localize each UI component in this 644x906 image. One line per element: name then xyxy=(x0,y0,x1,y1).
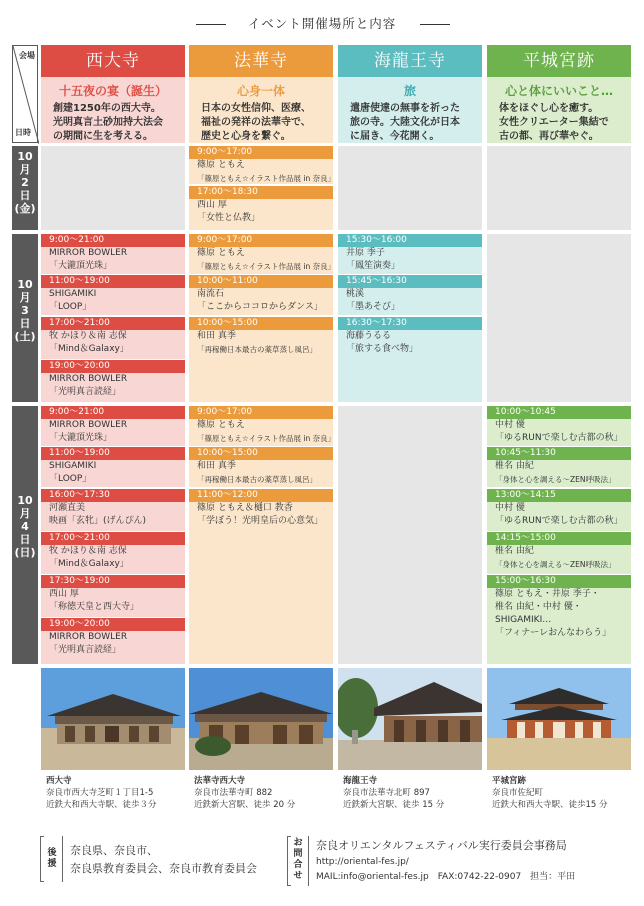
slot-performer: 西山 厚 xyxy=(197,200,227,210)
slot-performer: 西山 厚 xyxy=(49,589,79,599)
slot-day2-hokkeji-2 xyxy=(189,275,333,315)
slot-time: 10:00～15:00 xyxy=(189,447,333,460)
slot-day3-hokkeji-3 xyxy=(189,489,333,664)
location-info-saidaiji xyxy=(46,775,186,811)
slot-performer: 南流石 xyxy=(197,289,225,299)
slot-day3-hokkeji-2 xyxy=(189,447,333,487)
slot-day3-heijokyu-4 xyxy=(487,532,631,574)
slot-day2-hokkeji-3 xyxy=(189,317,333,402)
slot-performer: 篠原 ともえ xyxy=(197,160,245,170)
slot-day2-saidaiji-4 xyxy=(41,360,185,402)
slot-time: 11:00～12:00 xyxy=(189,489,333,502)
location-address: 奈良市法華寺町 882 xyxy=(194,788,273,798)
photo-hokkeji xyxy=(189,668,333,770)
slot-program: 「学ぼう！光明皇后の心意気」 xyxy=(197,516,324,526)
slot-time: 9:00～17:00 xyxy=(189,146,333,159)
location-info-heijokyu xyxy=(492,775,632,811)
slot-program: 「LOOP」 xyxy=(49,474,92,484)
slot-day2-kairyuoji-2 xyxy=(338,275,482,315)
support-bracket xyxy=(40,836,41,882)
corner-date-label: 日時 xyxy=(15,128,31,137)
slot-time: 16:30～17:30 xyxy=(338,317,482,330)
slot-program: 「篠原ともえ☆イラスト作品展 in 奈良」 xyxy=(197,262,336,271)
location-info-hokkeji xyxy=(194,775,334,811)
venue-theme: 十五夜の宴（誕生） xyxy=(58,84,167,98)
support-text: 奈良県、奈良市、 奈良県教育委員会、奈良市教育委員会 xyxy=(70,844,257,875)
slot-performer: 河瀬直美 xyxy=(49,503,86,513)
support-label: 後 援 xyxy=(47,848,57,869)
photo-kairyuoji xyxy=(338,668,482,770)
slot-program: 「女性と仏教」 xyxy=(197,213,261,223)
empty-slot-day1-saidaiji xyxy=(41,146,185,230)
slot-day3-heijokyu-1 xyxy=(487,406,631,446)
venue-intro-hokkeji xyxy=(189,77,333,143)
slot-day3-saidaiji-6 xyxy=(41,618,185,664)
slot-time: 17:00～21:00 xyxy=(41,532,185,545)
slot-time: 15:45～16:30 xyxy=(338,275,482,288)
slot-performer: 椎名 由紀 xyxy=(495,546,534,556)
location-info-kairyuoji xyxy=(343,775,483,811)
empty-slot-day2-heijokyu xyxy=(487,234,631,402)
slot-day2-saidaiji-3 xyxy=(41,317,185,359)
slot-time: 17:30～19:00 xyxy=(41,575,185,588)
location-access: 近鉄新大宮駅、徒歩 20 分 xyxy=(194,800,296,810)
day-label-oct3: 10 月 3 日 (土) xyxy=(12,234,38,402)
slot-program: 「Mind＆Galaxy」 xyxy=(49,344,129,354)
support-divider xyxy=(62,836,63,882)
location-address: 奈良市西大寺芝町１丁目1-5 xyxy=(46,788,154,798)
empty-slot-day1-kairyuoji xyxy=(338,146,482,230)
slot-day3-hokkeji-1 xyxy=(189,406,336,446)
slot-performer: SHIGAMIKI xyxy=(49,461,97,471)
slot-performer: 井原 季子 xyxy=(346,248,385,258)
slot-program: 「ゆるRUNで楽しむ古都の秋」 xyxy=(495,433,623,443)
venue-intro-heijokyu xyxy=(487,77,631,143)
slot-time: 10:00～15:00 xyxy=(189,317,333,330)
slot-performer: 中村 優 xyxy=(495,503,525,513)
slot-day3-saidaiji-2 xyxy=(41,447,185,487)
slot-time: 15:30～16:00 xyxy=(338,234,482,247)
venue-header-hokkeji: 法華寺 xyxy=(189,45,333,77)
slot-time: 9:00～21:00 xyxy=(41,406,185,419)
slot-day2-kairyuoji-1 xyxy=(338,234,482,274)
venue-theme: 旅 xyxy=(403,84,416,98)
slot-day3-saidaiji-3 xyxy=(41,489,185,531)
slot-program: 「再稼働日本最古の薬草蒸し風呂」 xyxy=(197,475,317,484)
slot-program: 「再稼働日本最古の薬草蒸し風呂」 xyxy=(197,345,317,354)
venue-description: 体をほぐし心を癒す。 女性クリエーター集結で 古の都、再び華やぐ。 xyxy=(499,103,609,142)
venue-theme: 心と体にいいこと… xyxy=(504,84,613,98)
slot-day2-saidaiji-1 xyxy=(41,234,185,274)
venue-intro-saidaiji xyxy=(41,77,185,143)
slot-time: 19:00～20:00 xyxy=(41,360,185,373)
slot-performer: SHIGAMIKI… xyxy=(495,615,552,625)
location-name: 海龍王寺 xyxy=(343,776,378,786)
slot-performer: SHIGAMIKI xyxy=(49,289,97,299)
slot-time: 15:00～16:30 xyxy=(487,575,631,588)
venue-header-saidaiji: 西大寺 xyxy=(41,45,185,77)
slot-program: 「篠原ともえ☆イラスト作品展 in 奈良」 xyxy=(197,434,336,443)
slot-performer: MIRROR BOWLER xyxy=(49,632,128,642)
slot-day3-saidaiji-4 xyxy=(41,532,185,574)
slot-program: 「身体と心を調える～ZEN呼吸法」 xyxy=(495,560,616,569)
empty-slot-day1-heijokyu xyxy=(487,146,631,230)
slot-time: 17:00～21:00 xyxy=(41,317,185,330)
contact-bracket xyxy=(287,836,288,886)
slot-program: 「篠原ともえ☆イラスト作品展 in 奈良」 xyxy=(197,174,336,183)
location-access: 近鉄大和西大寺駅、徒歩15 分 xyxy=(492,800,608,810)
slot-day2-saidaiji-2 xyxy=(41,275,185,315)
slot-program: 「ゆるRUNで楽しむ古都の秋」 xyxy=(495,516,623,526)
venue-header-kairyuoji: 海龍王寺 xyxy=(338,45,482,77)
slot-day1-hokkeji-2 xyxy=(189,186,333,230)
location-name: 法華寺西大寺 xyxy=(194,776,246,786)
slot-time: 13:00～14:15 xyxy=(487,489,631,502)
slot-day3-saidaiji-1 xyxy=(41,406,185,446)
slot-time: 10:45～11:30 xyxy=(487,447,631,460)
slot-performer: 篠原 ともえ＆樋口 教香 xyxy=(197,503,293,513)
photo-saidaiji xyxy=(41,668,185,770)
venue-description: 日本の女性信仰、医療、 福祉の発祥の法華寺で、 歴史と心身を繋ぐ。 xyxy=(201,103,311,142)
slot-performer: 桃溪 xyxy=(346,289,365,299)
slot-day3-heijokyu-3 xyxy=(487,489,631,531)
slot-program: 「ここからココロからダンス」 xyxy=(197,302,323,312)
slot-time: 19:00～20:00 xyxy=(41,618,185,631)
slot-performer: MIRROR BOWLER xyxy=(49,420,128,430)
support-bracket xyxy=(40,836,44,837)
slot-performer: MIRROR BOWLER xyxy=(49,374,128,384)
slot-performer: 椎名 由紀 xyxy=(495,461,534,471)
venue-description: 創建1250年の西大寺。 光明真言土砂加持大法会 の期間に生を考える。 xyxy=(53,103,163,142)
location-access: 近鉄新大宮駅、徒歩 15 分 xyxy=(343,800,445,810)
slot-time: 9:00～17:00 xyxy=(189,406,333,419)
slot-time: 10:00～10:45 xyxy=(487,406,631,419)
location-name: 平城宮跡 xyxy=(492,776,527,786)
location-address: 奈良市佐紀町 xyxy=(492,788,544,798)
slot-program: 「Mind＆Galaxy」 xyxy=(49,559,129,569)
slot-program: 「LOOP」 xyxy=(49,302,92,312)
page-title: イベント開催場所と内容 xyxy=(0,14,644,32)
slot-performer: 篠原 ともえ xyxy=(197,248,245,258)
slot-time: 9:00～17:00 xyxy=(189,234,333,247)
slot-time: 9:00～21:00 xyxy=(41,234,185,247)
day-label-oct2: 10 月 2 日 (金) xyxy=(12,146,38,230)
location-access: 近鉄大和西大寺駅、徒歩３分 xyxy=(46,800,157,810)
contact-text xyxy=(316,838,575,884)
slot-program: 「旅する食べ物」 xyxy=(346,344,419,354)
slot-performer: 中村 優 xyxy=(495,420,525,430)
slot-program: 「光明真言読経」 xyxy=(49,645,122,655)
slot-performer: 海藤うるる xyxy=(346,331,392,341)
slot-performer: 牧 かほり＆南 志保 xyxy=(49,546,127,556)
contact-bracket xyxy=(287,885,291,886)
slot-program: 「大瀧頂光珠」 xyxy=(49,261,113,271)
slot-performer: 牧 かほり＆南 志保 xyxy=(49,331,127,341)
venue-header-heijokyu: 平城宮跡 xyxy=(487,45,631,77)
slot-performer: 和田 真季 xyxy=(197,331,236,341)
slot-day1-hokkeji-1 xyxy=(189,146,336,184)
contact-mail[interactable]: MAIL:info@oriental-fes.jp FAX:0742-22-0907 担当：平田 xyxy=(316,872,576,882)
support-bracket xyxy=(40,881,44,882)
contact-org: 奈良オリエンタルフェスティバル実行委員会事務局 xyxy=(316,839,567,852)
slot-program: 「光明真言読経」 xyxy=(49,387,122,397)
slot-day2-hokkeji-1 xyxy=(189,234,336,274)
slot-time: 16:00～17:30 xyxy=(41,489,185,502)
corner-cell xyxy=(12,45,38,143)
contact-label: お 問 合 せ xyxy=(293,838,303,881)
slot-program: 「身体と心を調える～ZEN呼吸法」 xyxy=(495,475,616,484)
slot-day3-heijokyu-5 xyxy=(487,575,631,664)
slot-time: 14:15～15:00 xyxy=(487,532,631,545)
photo-heijokyu xyxy=(487,668,631,770)
slot-program: 「墨あそび」 xyxy=(346,302,401,312)
slot-program: 「称徳天皇と西大寺」 xyxy=(49,602,140,612)
venue-intro-kairyuoji xyxy=(338,77,482,143)
corner-venue-label: 会場 xyxy=(19,51,35,60)
slot-performer: 篠原 ともえ・井原 季子・ xyxy=(495,589,600,599)
venue-description: 遣唐使達の無事を祈った 旅の寺。大陸文化が日本 に届き、今花開く。 xyxy=(350,103,460,142)
slot-performer: 和田 真季 xyxy=(197,461,236,471)
contact-bracket xyxy=(287,836,291,837)
location-address: 奈良市法華寺北町 897 xyxy=(343,788,430,798)
slot-performer: 篠原 ともえ xyxy=(197,420,245,430)
slot-program: 映画「玄牝」(げんぴん) xyxy=(49,516,147,526)
contact-divider xyxy=(308,836,309,886)
slot-program: 「鳳笙演奏」 xyxy=(346,261,401,271)
slot-time: 17:00～18:30 xyxy=(189,186,333,199)
slot-day3-saidaiji-5 xyxy=(41,575,185,617)
location-name: 西大寺 xyxy=(46,776,72,786)
slot-time: 11:00～19:00 xyxy=(41,275,185,288)
venue-theme: 心身一体 xyxy=(236,84,285,98)
slot-program: 「フィナーレおんなわらう」 xyxy=(495,628,612,638)
slot-time: 10:00～11:00 xyxy=(189,275,333,288)
contact-url[interactable]: http://oriental-fes.jp/ xyxy=(316,857,409,867)
slot-performer: MIRROR BOWLER xyxy=(49,248,128,258)
slot-performer: 椎名 由紀・中村 優・ xyxy=(495,602,582,612)
empty-slot-day3-kairyuoji xyxy=(338,406,482,664)
slot-time: 11:00～19:00 xyxy=(41,447,185,460)
slot-program: 「大瀧頂光珠」 xyxy=(49,433,113,443)
slot-day3-heijokyu-2 xyxy=(487,447,631,487)
slot-day2-kairyuoji-3 xyxy=(338,317,482,402)
day-label-oct4: 10 月 4 日 (日) xyxy=(12,406,38,664)
